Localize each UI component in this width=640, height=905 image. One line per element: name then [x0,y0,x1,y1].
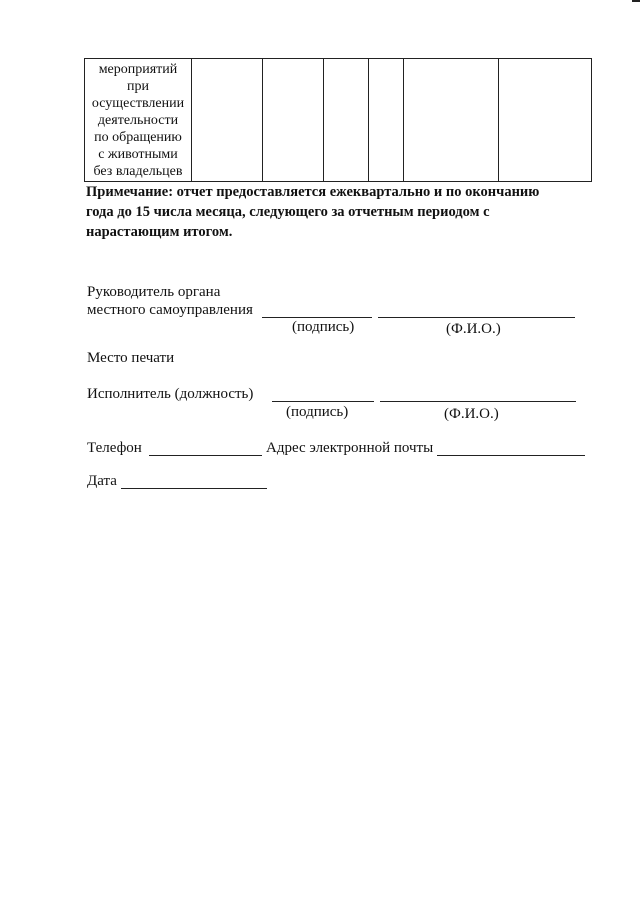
cell-text-line: мероприятий [98,62,178,77]
note-line: нарастающим итогом. [86,224,233,240]
cell-text-line: без владельцев [93,164,183,179]
cell-text-line: осуществлении [91,96,185,111]
executor-signature-caption: (подпись) [286,404,349,420]
note-paragraph [86,182,566,242]
cell-text-line: по обращению [94,130,182,145]
corner-mark [632,0,640,2]
table-cell-empty [263,59,324,182]
cell-text-line: деятельности [97,113,179,128]
email-field[interactable] [437,455,585,456]
phone-field[interactable] [149,455,262,456]
head-label-line1: Руководитель органа [87,284,221,300]
head-signature-caption: (подпись) [292,319,355,335]
cell-text-line: при [127,79,149,94]
table-cell-empty [192,59,263,182]
head-name-field[interactable] [378,317,575,318]
head-name-caption: (Ф.И.О.) [446,321,501,337]
date-field[interactable] [121,488,267,489]
table-row [85,59,592,182]
report-table-fragment [84,58,592,182]
note-line: года до 15 числа месяца, следующего за отчетным периодом с [86,204,490,220]
date-label: Дата [87,473,117,489]
phone-label: Телефон [87,440,142,456]
head-label-line2: местного самоуправления [87,302,253,318]
table-cell-empty [324,59,369,182]
seal-label: Место печати [87,350,175,366]
executor-name-caption: (Ф.И.О.) [444,406,499,422]
executor-signature-field[interactable] [272,401,374,402]
executor-label: Исполнитель (должность) [87,386,254,402]
cell-text-line: с животными [98,147,178,162]
table-cell-empty [499,59,592,182]
table-cell-empty [404,59,499,182]
table-cell-empty [369,59,404,182]
note-line: Примечание: отчет предоставляется ежеквартально и по окончанию [86,184,540,200]
email-label: Адрес электронной почты [266,440,434,456]
executor-name-field[interactable] [380,401,576,402]
table-cell-activity [85,59,192,182]
